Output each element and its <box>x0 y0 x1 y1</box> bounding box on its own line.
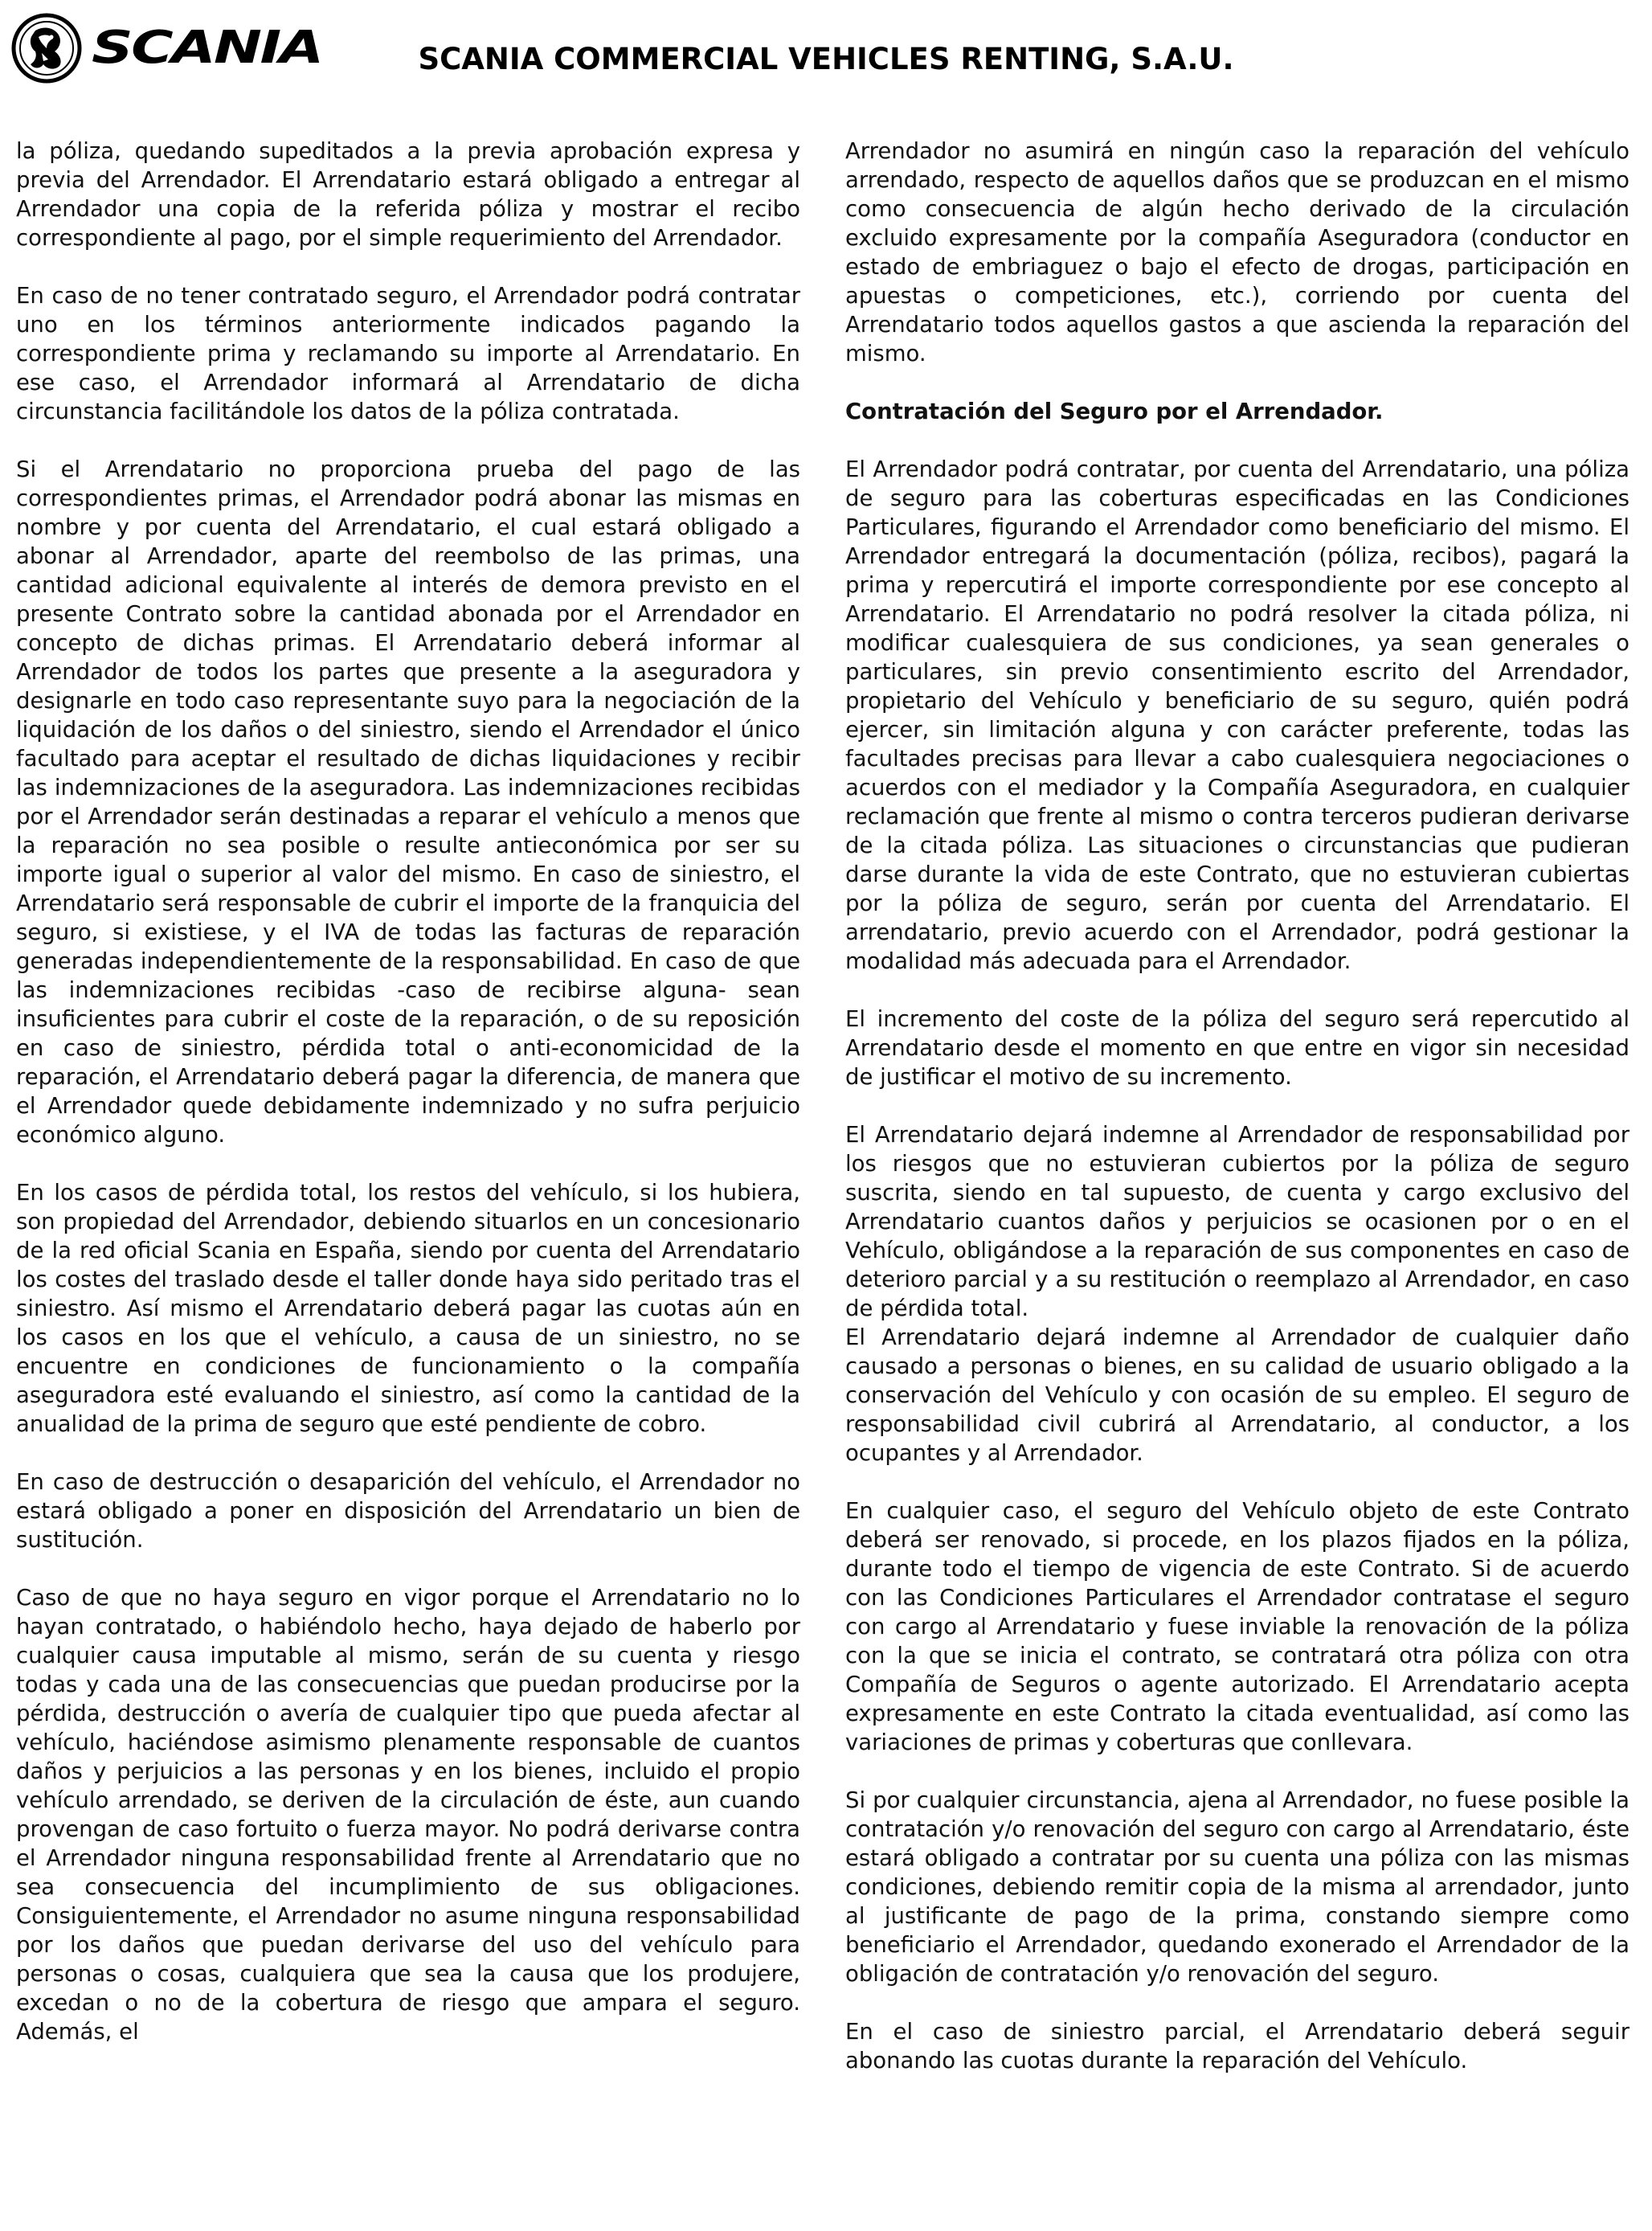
paragraph: Caso de que no haya seguro en vigor porque el Arrendatario no lo hayan contratado, o habiéndolo hecho, haya dejado de haberlo por cualquier causa imputable al mismo, serán de su cuenta y riesgo todas y cada una de las consecuencias que puedan producirse por la pérdida, destrucción o avería de cualquier tipo que pueda afectar al vehículo, haciéndose asimismo plenamente responsable de cuantos daños y perjuicios a las personas y en los bienes, incluido el propio vehículo arrendado, se deriven de la circulación de éste, aun cuando provengan de caso fortuito o fuerza mayor. No podrá derivarse contra el Arrendador ninguna responsabilidad frente al Arrendatario que no sea consecuencia del incumplimiento de sus obligaciones. Consiguientemente, el Arrendador no asume ninguna responsabilidad por los daños que puedan derivarse del uso del vehículo para personas o cosas, cualquiera que sea la causa que los produjere, excedan o no de la cobertura de riesgo que ampara el seguro. Además, el <box>16 1585 800 2045</box>
paragraph: la póliza, quedando supeditados a la previa aprobación expresa y previa del Arrendador. El Arrendatario estará obligado a entregar al Arrendador una copia de la referida póliza y mostrar el recibo correspondiente al pago, por el simple requerimiento del Arrendador. <box>16 138 800 251</box>
paragraph: El incremento del coste de la póliza del seguro será repercutido al Arrendatario desde el momento en que entre en vigor sin necesidad de justificar el motivo de su incremento. <box>845 1006 1630 1090</box>
scania-wordmark: SCANIA <box>92 22 322 74</box>
paragraph: En el caso de siniestro parcial, el Arrendatario deberá seguir abonando las cuotas durante la reparación del Vehículo. <box>845 2019 1630 2073</box>
left-text-column <box>16 137 800 2075</box>
paragraph: Si el Arrendatario no proporciona prueba del pago de las correspondientes primas, el Arrendador podrá abonar las mismas en nombre y por cuenta del Arrendatario, el cual estará obligado a abonar al Arrendador, aparte del reembolso de las primas, una cantidad adicional equivalente al interés de demora previsto en el presente Contrato sobre la cantidad abonada por el Arrendador en concepto de dichas primas. El Arrendatario deberá informar al Arrendador de todos los partes que presente a la aseguradora y designarle en todo caso representante suyo para la negociación de la liquidación de los daños o del siniestro, siendo el Arrendador el único facultado para aceptar el resultado de dichas liquidaciones y recibir las indemnizaciones de la aseguradora. Las indemnizaciones recibidas por el Arrendador serán destinadas a reparar el vehículo a menos que la reparación no sea posible o resulte antieconómica por ser su importe igual o superior al valor del mismo. En caso de siniestro, el Arrendatario será responsable de cubrir el importe de la franquicia del seguro, si existiese, y el IVA de todas las facturas de reparación generadas independientemente de la responsabilidad. En caso de que las indemnizaciones recibidas -caso de recibirse alguna- sean insuficientes para cubrir el coste de la reparación, o de su reposición en caso de siniestro, pérdida total o anti-economicidad de la reparación, el Arrendatario deberá pagar la diferencia, de manera que el Arrendador quede debidamente indemnizado y no sufra perjuicio económico alguno. <box>16 456 800 1148</box>
company-name-title: SCANIA COMMERCIAL VEHICLES RENTING, S.A.U. <box>418 42 1234 76</box>
paragraph: Arrendador no asumirá en ningún caso la reparación del vehículo arrendado, respecto de aquellos daños que se produzcan en el mismo como consecuencia de algún hecho derivado de la circulación excluido expresamente por la compañía Aseguradora (conductor en estado de embriaguez o bajo el efecto de drogas, participación en apuestas o competiciones, etc.), corriendo por cuenta del Arrendatario todos aquellos gastos a que ascienda la reparación del mismo. <box>845 138 1630 366</box>
paragraph: En cualquier caso, el seguro del Vehículo objeto de este Contrato deberá ser renovado, si procede, en los plazos fijados en la póliza, durante todo el tiempo de vigencia de este Contrato. Si de acuerdo con las Condiciones Particulares el Arrendador contratase el seguro con cargo al Arrendatario y fuese inviable la renovación de la póliza con la que se inicia el contrato, se contratará otra póliza con otra Compañía de Seguros o agente autorizado. El Arrendatario acepta expresamente en este Contrato la citada eventualidad, así como las variaciones de primas y coberturas que conllevara. <box>845 1498 1630 1755</box>
paragraph: El Arrendatario dejará indemne al Arrendador de responsabilidad por los riesgos que no estuvieran cubiertos por la póliza de seguro suscrita, siendo en tal supuesto, de cuenta y cargo exclusivo del Arrendatario cuantos daños y perjuicios se ocasionen por o en el Vehículo, obligándose a la reparación de sus componentes en caso de deterioro parcial y a su restitución o reemplazo al Arrendador, en caso de pérdida total. <box>845 1122 1630 1321</box>
paragraph: En los casos de pérdida total, los restos del vehículo, si los hubiera, son propiedad del Arrendador, debiendo situarlos en un concesionario de la red oficial Scania en España, siendo por cuenta del Arrendatario los costes del traslado desde el taller donde haya sido peritado tras el siniestro. Así mismo el Arrendatario deberá pagar las cuotas aún en los casos en los que el vehículo, a causa de un siniestro, no se encuentre en condiciones de funcionamiento o la compañía aseguradora esté evaluando el siniestro, así como la cantidad de la anualidad de la prima de seguro que esté pendiente de cobro. <box>16 1180 800 1437</box>
paragraph: Si por cualquier circunstancia, ajena al Arrendador, no fuese posible la contratación y/o renovación del seguro con cargo al Arrendatario, éste estará obligado a contratar por su cuenta una póliza con las mismas condiciones, debiendo remitir copia de la misma al arrendador, junto al justificante de pago de la prima, constando siempre como beneficiario el Arrendador, quedando exonerado el Arrendador de la obligación de contratación y/o renovación del seguro. <box>845 1787 1630 1987</box>
paragraph: El Arrendador podrá contratar, por cuenta del Arrendatario, una póliza de seguro para las coberturas especificadas en las Condiciones Particulares, figurando el Arrendador como beneficiario del mismo. El Arrendador entregará la documentación (póliza, recibos), pagará la prima y repercutirá el importe correspondiente por ese concepto al Arrendatario. El Arrendatario no podrá resolver la citada póliza, ni modificar cualesquiera de sus condiciones, ya sean generales o particulares, sin previo consentimiento escrito del Arrendador, propietario del Vehículo y beneficiario de su seguro, quién podrá ejercer, sin limitación alguna y con carácter preferente, todas las facultades precisas para llevar a cabo cualesquiera negociaciones o acuerdos con el mediador y la Compañía Aseguradora, en cualquier reclamación que frente al mismo o contra terceros pudieran derivarse de la citada póliza. Las situaciones o circunstancias que pudieran darse durante la vida de este Contrato, que no estuvieran cubiertas por la póliza de seguro, serán por cuenta del Arrendatario. El arrendatario, previo acuerdo con el Arrendador, podrá gestionar la modalidad más adecuada para el Arrendador. <box>845 456 1630 974</box>
right-text-column <box>845 137 1630 2104</box>
page-header <box>0 0 1652 121</box>
paragraph: En caso de no tener contratado seguro, el Arrendador podrá contratar uno en los términos anteriormente indicados pagando la correspondiente prima y reclamando su importe al Arrendatario. En ese caso, el Arrendador informará al Arrendatario de dicha circunstancia facilitándole los datos de la póliza contratada. <box>16 283 800 424</box>
paragraph: El Arrendatario dejará indemne al Arrendador de cualquier daño causado a personas o bienes, en su calidad de usuario obligado a la conservación del Vehículo y con ocasión de su empleo. El seguro de responsabilidad civil cubrirá al Arrendatario, al conductor, a los ocupantes y al Arrendador. <box>845 1324 1630 1466</box>
section-heading: Contratación del Seguro por el Arrendador. <box>845 399 1384 424</box>
paragraph: En caso de destrucción o desaparición del vehículo, el Arrendador no estará obligado a poner en disposición del Arrendatario un bien de sustitución. <box>16 1469 800 1553</box>
